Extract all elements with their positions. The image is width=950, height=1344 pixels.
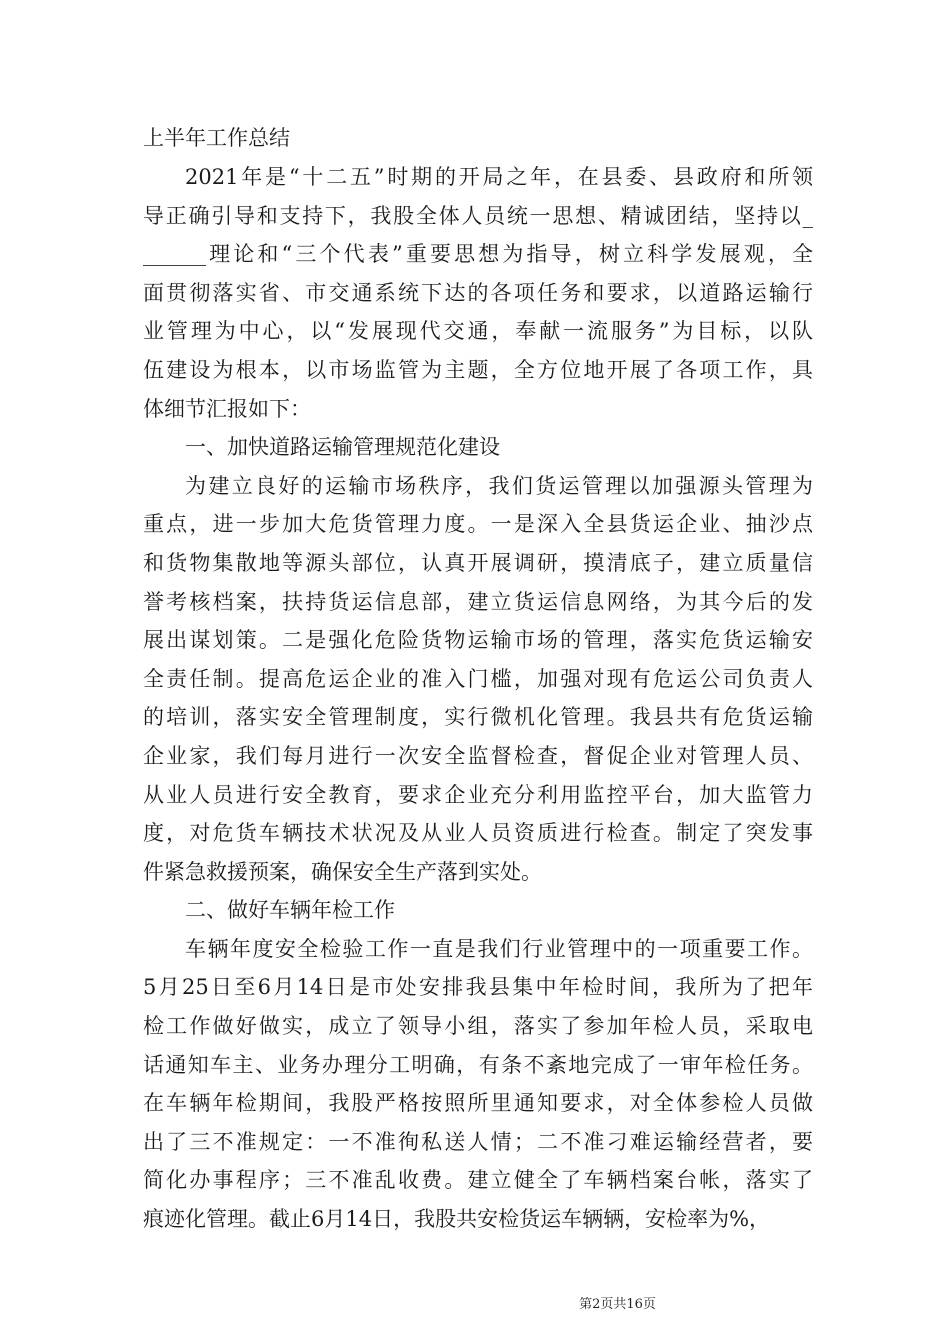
paragraph-line: 和货物集散地等源头部位，认真开展调研，摸清底子，建立质量信 <box>143 550 813 575</box>
paragraph-line: 件紧急救援预案，确保安全生产落到实处。 <box>143 859 542 884</box>
document-title: 上半年工作总结 <box>143 126 290 150</box>
paragraph-line: 度，对危货车辆技术状况及从业人员资质进行检查。制定了突发事 <box>143 821 813 846</box>
paragraph-line: 导正确引导和支持下，我股全体人员统一思想、精诚团结，坚持以_ <box>143 203 813 228</box>
paragraph-line: 痕迹化管理。截止6月14日，我股共安检货运车辆辆，安检率为%， <box>143 1207 771 1232</box>
paragraph-line: 体细节汇报如下： <box>143 396 311 421</box>
paragraph-line: 简化办事程序；三不准乱收费。建立健全了车辆档案台帐，落实了 <box>143 1168 813 1193</box>
paragraph-line: 的培训，落实安全管理制度，实行微机化管理。我县共有危货运输 <box>143 705 813 730</box>
paragraph-line: 2021年是“十二五”时期的开局之年，在县委、县政府和所领 <box>185 165 813 189</box>
paragraph-line: 出了三不准规定：一不准徇私送人情；二不准刁难运输经营者，要 <box>143 1129 813 1154</box>
paragraph-line: 全责任制。提高危运企业的准入门槛，加强对现有危运公司负责人 <box>143 666 813 691</box>
section-heading: 一、加快道路运输管理规范化建设 <box>185 435 500 460</box>
paragraph-line: 面贯彻落实省、市交通系统下达的各项任务和要求，以道路运输行 <box>143 280 813 305</box>
paragraph-line: 在车辆年检期间，我股严格按照所里通知要求，对全体参检人员做 <box>143 1091 813 1116</box>
paragraph-line: 重点，进一步加大危货管理力度。一是深入全县货运企业、抽沙点 <box>143 512 813 537</box>
paragraph-line: ______理论和“三个代表”重要思想为指导，树立科学发展观，全 <box>143 242 813 267</box>
paragraph-line: 为建立良好的运输市场秩序，我们货运管理以加强源头管理为 <box>185 473 813 498</box>
paragraph-line: 企业家，我们每月进行一次安全监督检查，督促企业对管理人员、 <box>143 743 813 768</box>
paragraph-line: 车辆年度安全检验工作一直是我们行业管理中的一项重要工作。 <box>185 936 813 961</box>
paragraph-line: 业管理为中心，以“发展现代交通，奉献一流服务”为目标，以队 <box>143 319 813 344</box>
paragraph-line: 伍建设为根本，以市场监管为主题，全方位地开展了各项工作，具 <box>143 357 813 382</box>
paragraph-line: 从业人员进行安全教育，要求企业充分利用监控平台，加大监管力 <box>143 782 813 807</box>
paragraph-line: 展出谋划策。二是强化危险货物运输市场的管理，落实危货运输安 <box>143 628 813 653</box>
paragraph-line: 誉考核档案，扶持货运信息部，建立货运信息网络，为其今后的发 <box>143 589 813 614</box>
paragraph-line: 5月25日至6月14日是市处安排我县集中年检时间，我所为了把年 <box>143 975 813 1000</box>
section-heading: 二、做好车辆年检工作 <box>185 898 395 923</box>
paragraph-line: 话通知车主、业务办理分工明确，有条不紊地完成了一审年检任务。 <box>143 1052 813 1077</box>
paragraph-line: 检工作做好做实，成立了领导小组，落实了参加年检人员，采取电 <box>143 1014 813 1039</box>
page-number: 第2页共16页 <box>579 1297 656 1312</box>
document-body <box>143 118 813 1239</box>
